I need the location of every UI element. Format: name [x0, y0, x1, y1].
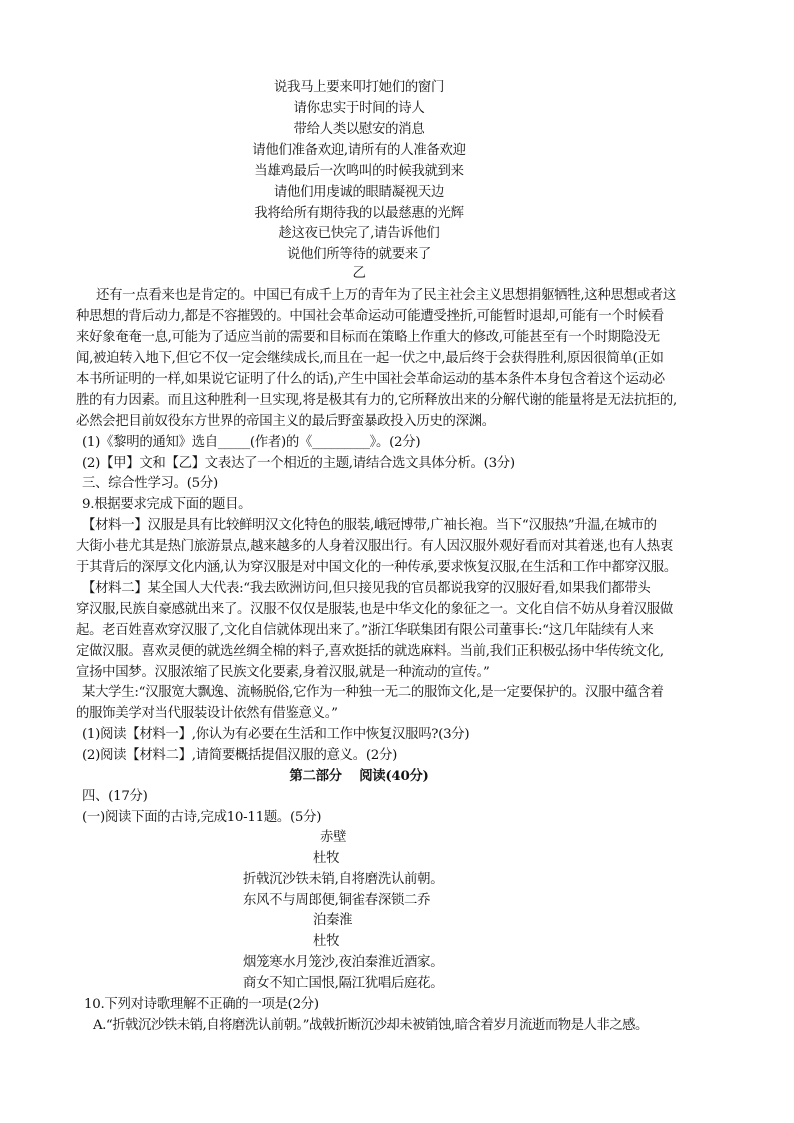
- student-quote-line: 某大学生:“汉服宽大飘逸、流畅脱俗,它作为一种独一无二的服饰文化,是一定要保护的。汉服中蕴含着: [82, 685, 664, 700]
- poem-author: 杜牧: [313, 934, 340, 949]
- poem-line: 说他们所等待的就要来了: [287, 247, 431, 262]
- poem-line: 东风不与周郎便,铜雀春深锁二乔: [243, 893, 431, 908]
- material-2-line: 穿汉服,民族自豪感就出来了。汉服不仅仅是服装,也是中华文化的象征之一。文化自信不妨从身着汉服做: [76, 602, 673, 617]
- poem-line: 趁这夜已快完了,请告诉他们: [278, 226, 440, 241]
- student-quote-line: 的服饰美学对当代服装设计依然有借鉴意义。”: [76, 706, 338, 721]
- material-1-line: 大街小巷尤其是热门旅游景点,越来越多的人身着汉服出行。有人因汉服外观好看而对其着迷,也有人热衷: [76, 539, 673, 554]
- poem-line: 请他们用虔诚的眼睛凝视天边: [273, 185, 445, 200]
- poem-line: 请你忠实于时间的诗人: [293, 101, 425, 116]
- poem-line: 带给人类以慰安的消息: [293, 122, 425, 137]
- poem-title: 赤壁: [320, 830, 347, 845]
- passage-line: 还有一点看来也是肯定的。中国已有成千上万的青年为了民主社会主义思想捐躯牺牲,这种思想或者这: [96, 288, 676, 303]
- material-1-line: 【材料一】汉服是具有比较鲜明汉文化特色的服装,峨冠博带,广袖长袍。当下“汉服热”升温,在城市的: [82, 518, 657, 533]
- passage-label: 乙: [352, 266, 366, 281]
- question-9-stem: 9.根据要求完成下面的题目。: [82, 497, 252, 512]
- poem-line: 折戟沉沙铁未销,自将磨洗认前朝。: [243, 872, 444, 887]
- poem-line: 当雄鸡最后一次鸣叫的时候我就到来: [254, 164, 464, 179]
- poem-line: 说我马上要来叩打她们的窗门: [273, 80, 445, 95]
- passage-line: 来好象奄奄一息,可能为了适应当前的需要和目标而在策略上作重大的修改,可能甚至有一个时期隐没无: [76, 330, 660, 345]
- question-10-option-a: A.“折戟沉沙铁未销,自将磨洗认前朝。”战戟折断沉沙却未被销蚀,暗含着岁月流逝而物是人非之感。: [93, 1018, 648, 1033]
- passage-line: 胜的有力因素。而且这种胜利一旦实现,将是极其有力的,它所释放出来的分解代谢的能量将是无法抗拒的,: [76, 393, 677, 408]
- poem-line: 商女不知亡国恨,隔江犹唱后庭花。: [243, 976, 444, 991]
- section-4-title: 四、(17分): [82, 789, 148, 804]
- part-2-title: 第二部分 阅读(40分): [289, 768, 429, 784]
- material-2-line: 起。老百姓喜欢穿汉服了,文化自信就体现出来了。”浙江华联集团有限公司董事长:“这几年陆续有人来: [76, 623, 654, 638]
- question-8-sub1: (1)《黎明的通知》选自_____(作者)的《_________》。(2分): [82, 435, 421, 450]
- question-10-stem: 10.下列对诗歌理解不正确的一项是(2分): [84, 997, 319, 1012]
- poem-line: 我将给所有期待我的以最慈惠的光辉: [254, 206, 464, 221]
- material-1-line: 于其背后的深厚文化内涵,认为穿汉服是对中国文化的一种传承,要求恢复汉服,在生活和工作中都穿汉服。: [76, 560, 677, 575]
- material-2-line: 宣扬中国梦。汉服浓缩了民族文化要素,身着汉服,就是一种流动的宣传。”: [76, 665, 490, 680]
- poem-author: 杜牧: [313, 851, 340, 866]
- question-8-sub2: (2)【甲】文和【乙】文表达了一个相近的主题,请结合选文具体分析。(3分): [82, 456, 515, 471]
- question-9-sub2: (2)阅读【材料二】,请简要概括提倡汉服的意义。(2分): [82, 748, 397, 763]
- question-9-sub1: (1)阅读【材料一】,你认为有必要在生活和工作中恢复汉服吗?(3分): [82, 727, 470, 742]
- passage-line: 本书所证明的一样,如果说它证明了什么的话),产生中国社会革命运动的基本条件本身包含着这个运动必: [76, 372, 665, 387]
- poem-line: 请他们准备欢迎,请所有的人准备欢迎: [252, 143, 466, 158]
- section-4-sub1: (一)阅读下面的古诗,完成10-11题。(5分): [82, 810, 322, 825]
- section-3-title: 三、综合性学习。(5分): [82, 476, 218, 491]
- poem-title: 泊秦淮: [313, 913, 353, 928]
- poem-line: 烟笼寒水月笼沙,夜泊秦淮近酒家。: [243, 955, 444, 970]
- material-2-line: 定做汉服。喜欢灵便的就选丝绸全棉的料子,喜欢挺括的就选麻料。当前,我们正积极弘扬中华传统文化,: [76, 644, 664, 659]
- passage-line: 种思想的背后动力,都是不容摧毁的。中国社会革命运动可能遭受挫折,可能暂时退却,可能有一个时候看: [76, 309, 664, 324]
- material-2-line: 【材料二】某全国人大代表:“我去欧洲访问,但只接见我的官员都说我穿的汉服好看,如果我们都带头: [82, 581, 651, 596]
- passage-line: 闻,被迫转入地下,但它不仅一定会继续成长,而且在一起一伏之中,最后终于会获得胜利,原因很简单(正如: [76, 351, 664, 366]
- passage-line: 必然会把目前奴役东方世界的帝国主义的最后野蛮暴政投入历史的深渊。: [76, 414, 495, 429]
